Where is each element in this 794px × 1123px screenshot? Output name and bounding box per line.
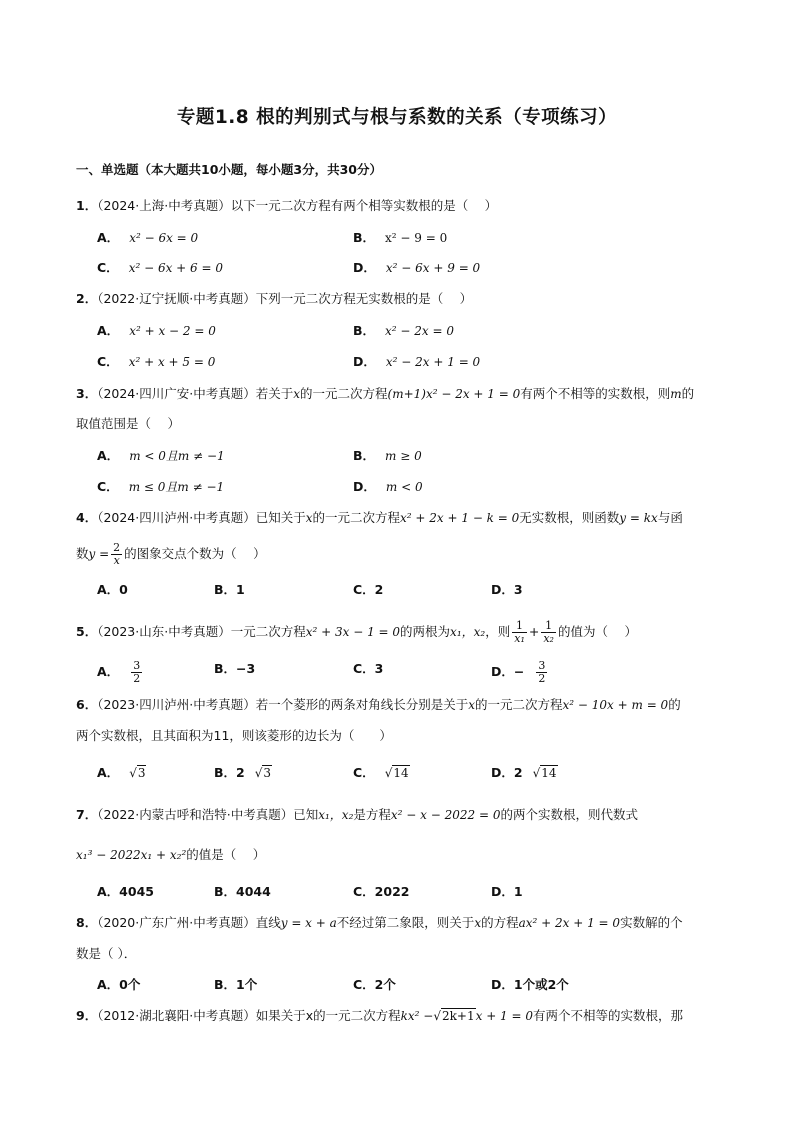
question-7-line-2: x₁³ − 2022x₁ + x₂²的值是（ ） <box>76 847 266 862</box>
option-c: C． x² + x + 5 = 0 <box>97 354 216 369</box>
option-b: B．2 √3 <box>214 765 272 780</box>
option-d: D．3 <box>491 582 523 597</box>
option-b: B．1个 <box>214 977 258 992</box>
question-3-line-2: 取值范围是（ ） <box>76 416 180 431</box>
option-c: C．2022 <box>353 884 410 899</box>
option-d: D．2 √14 <box>491 765 557 780</box>
question-8: 8．（2020·广东广州·中考真题）直线y = x + a不经过第二象限，则关于x的方程ax² + 2x + 1 = 0实数解的个 <box>76 915 683 930</box>
option-d: D． x² − 6x + 9 = 0 <box>353 260 481 275</box>
question-5: 5．（2023·山东·中考真题）一元二次方程x² + 3x − 1 = 0的两根为x₁，x₂，则 $\frac{1}{\text{x₁}}$ + $\frac{1}{\text{x₂}}$ 的值为（ ） <box>76 619 637 645</box>
section-heading: 一、单选题（本大题共10小题，每小题3分，共30分） <box>76 162 382 177</box>
option-d: D． m < 0 <box>353 479 423 494</box>
option-d: D． x² − 2x + 1 = 0 <box>353 354 481 369</box>
option-b: B． x² − 2x = 0 <box>353 323 455 338</box>
option-a: A． x² − 6x = 0 <box>97 230 199 245</box>
option-b: B． m ≥ 0 <box>353 448 422 463</box>
option-b: B．4044 <box>214 884 271 899</box>
fraction: $\frac{2}{x}$ <box>113 541 121 567</box>
option-a: A．4045 <box>97 884 154 899</box>
option-d: D．− $\frac{3}{2}$ <box>491 659 546 685</box>
option-c: C．3 <box>353 661 384 676</box>
question-8-line-2: 数是（ ）． <box>76 946 137 961</box>
question-text: （2024·上海·中考真题）以下一元二次方程有两个相等实数根的是（ ） <box>97 198 498 213</box>
option-c: C． x² − 6x + 6 = 0 <box>97 260 223 275</box>
question-6-line-2: 两个实数根，且其面积为11，则该菱形的边长为（ ） <box>76 728 392 743</box>
option-a: A．0 <box>97 582 128 597</box>
option-d: D．1个或2个 <box>491 977 569 992</box>
option-a: A． $\frac{3}{2}$ <box>97 659 141 685</box>
option-c: C．2个 <box>353 977 396 992</box>
option-c: C． √14 <box>353 765 409 780</box>
option-a: A．0个 <box>97 977 141 992</box>
option-d: D．1 <box>491 884 523 899</box>
option-c: C．2 <box>353 582 384 597</box>
option-b: B．−3 <box>214 661 256 676</box>
option-a: A． m < 0且m ≠ −1 <box>97 448 225 463</box>
question-2: 2．（2022·辽宁抚顺·中考真题）下列一元二次方程无实数根的是（ ） <box>76 291 473 306</box>
question-6: 6．（2023·四川泸州·中考真题）若一个菱形的两条对角线长分别是关于x的一元二次方程x² − 10x + m = 0的 <box>76 697 681 712</box>
option-b: B．1 <box>214 582 245 597</box>
question-3: 3．（2024·四川广安·中考真题）若关于x的一元二次方程(m+1)x² − 2x + 1 = 0有两个不相等的实数根，则m的 <box>76 386 695 401</box>
option-c: C． m ≤ 0且m ≠ −1 <box>97 479 225 494</box>
question-4-line-2: 数y = $\frac{2}{x}$ 的图象交点个数为（ ） <box>76 541 266 567</box>
option-b: B． x² − 9 = 0 <box>353 230 448 245</box>
question-7: 7．（2022·内蒙古呼和浩特·中考真题）已知x₁，x₂是方程x² − x − 2022 = 0的两个实数根，则代数式 <box>76 807 638 822</box>
page-title: 专题1.8 根的判别式与根与系数的关系（专项练习） <box>176 107 618 128</box>
option-a: A． √3 <box>97 765 146 780</box>
question-1 <box>76 198 497 214</box>
option-a: A． x² + x − 2 = 0 <box>97 323 216 338</box>
question-number: 1． <box>76 198 98 213</box>
question-9: 9．（2012·湖北襄阳·中考真题）如果关于x的一元二次方程kx² −√2k+1x + 1 = 0有两个不相等的实数根，那 <box>76 1008 684 1023</box>
question-4: 4．（2024·四川泸州·中考真题）已知关于x的一元二次方程x² + 2x + 1 − k = 0无实数根，则函数y = kx与函 <box>76 510 683 525</box>
